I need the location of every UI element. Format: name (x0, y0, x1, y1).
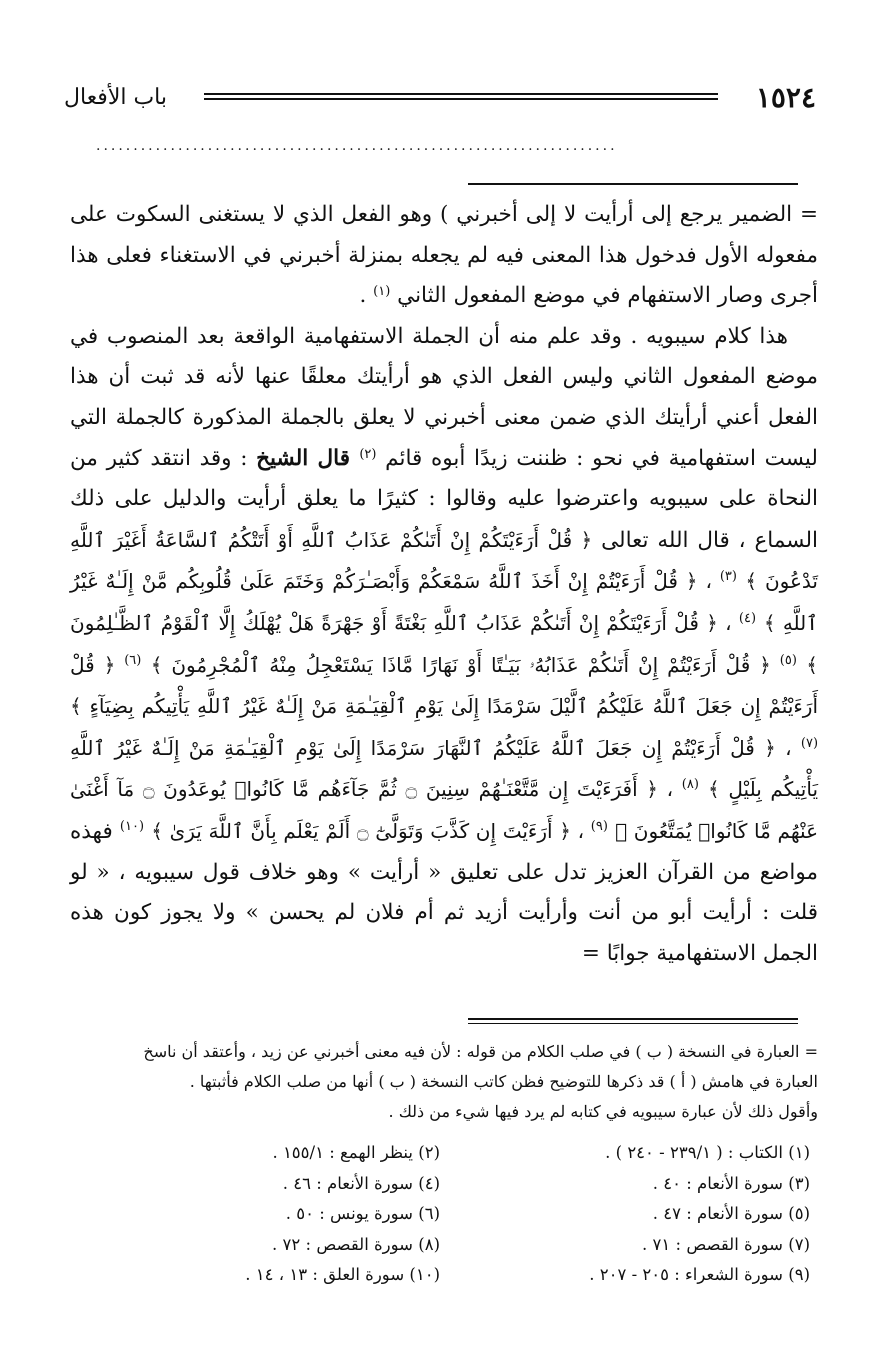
footnote-item: (٢) ينظر الهمع : ١٥٥/١ . (272, 1143, 440, 1162)
footnote-ref: (٨) (681, 777, 699, 793)
footnote-ref: (٤) (738, 610, 757, 626)
quran-verse: ، ﴿ قُلْ أَرَءَيْتَكُمْ إِنْ أَتَىٰكُمْ عَذَابُ ٱللَّهِ بَغْتَةً أَوْ جَهْرَةً هَلْ يُهْلَكُ إِلَّا ٱلْقَوْمُ ٱلظَّـٰلِمُونَ ﴾ (70, 610, 818, 677)
footnote-ref: (٧) (800, 735, 819, 751)
footnote-row (120, 1138, 810, 1169)
footnote-rule (468, 1018, 798, 1020)
quran-verse: ، ﴿ أَرَءَيْتَ إِن كَذَّبَ وَتَوَلَّىٰٓ ۝ أَلَمْ يَعْلَم بِأَنَّ ٱللَّهَ يَرَىٰ ﴾ (151, 818, 591, 843)
footnote-item: (١٠) سورة العلق : ١٣ ، ١٤ . (245, 1265, 440, 1285)
footnote-row (120, 1230, 810, 1261)
footnote-ref: (١٠) (119, 818, 145, 834)
footnote-item: (٥) سورة الأنعام : ٤٧ . (652, 1204, 810, 1224)
footnote-item: (٩) سورة الشعراء : ٢٠٥ - ٢٠٧ . (589, 1265, 810, 1285)
quran-verse: ﴿ قُلْ أَرَءَيْتُمْ إِنْ أَتَىٰكُمْ عَذَابُهُۥ بَيَـٰتًا أَوْ نَهَارًا مَّاذَا يَسْتَعْجِلُ مِنْهُ ٱلْمُجْرِمُونَ ﴾ (150, 652, 780, 677)
paragraph-text: فهذه مواضع من القرآن العزيز تدل على تعليق « أرأيت » وهو خلاف قول سيبويه ، « لو قلت : أرأيت أبو من أنت وأرأيت أزيد ثم أم فلان لم يحسن » ولا يجوز كون هذه الجمل الاستفهامية جوابًا = (70, 818, 818, 966)
footnote-note (70, 1037, 818, 1127)
page-number: ١٥٢٤ (755, 81, 816, 114)
page-header (64, 78, 816, 122)
footnote-item: (٣) سورة الأنعام : ٤٠ . (652, 1173, 810, 1193)
footnote-item: (٧) سورة القصص : ٧١ . (642, 1234, 810, 1254)
footnote-references (120, 1138, 810, 1291)
header-rule (204, 93, 718, 95)
paragraph-1 (70, 195, 818, 317)
footnote-item: (١) الكتاب : ( ٢٣٩/١ - ٢٤٠ ) . (605, 1143, 810, 1162)
main-text (70, 195, 818, 974)
footnote-item: (٨) سورة القصص : ٧٢ . (272, 1234, 440, 1254)
footnote-line: العبارة في هامش ( أ ) قد ذكرها للتوضيح فظن كاتب النسخة ( ب ) أنها من صلب الكلام فأثبتها . (189, 1072, 818, 1091)
paragraph-text: : وقد انتقد كثير من النحاة على سيبويه واعترضوا عليه وقالوا : كثيرًا ما يعلق أرأيت والدليل على ذلك السماع ، قال الله تعالى (70, 445, 818, 553)
paragraph-2 (70, 317, 818, 975)
quran-verse: ﴿ قُلْ أَرَءَيْتُمْ إِن جَعَلَ ٱللَّهُ عَلَيْكُمُ ٱلَّيْلَ سَرْمَدًا إِلَىٰ يَوْمِ ٱلْقِيَـٰمَةِ مَنْ إِلَـٰهٌ غَيْرُ ٱللَّهِ يَأْتِيكُم بِضِيَآءٍ ﴾ (70, 652, 818, 719)
footnote-row (120, 1199, 810, 1230)
footnote-ref: (٥) (779, 652, 797, 668)
footnote-item: (٤) سورة الأنعام : ٤٦ . (282, 1173, 440, 1193)
paragraph-text: هذا كلام سيبويه . وقد علم منه أن الجملة الاستفهامية الواقعة بعد المنصوب في موضع المفعول الثاني وليس الفعل الذي هو أرأيتك معلقًا عنها لأنه قد ثبت أن هذا الفعل أعني أرأيتك الذي ضمن معنى أخبرني لا يعلق بالجملة المذكورة كالجملة التي ليست استفهامية في نحو : ظننت زيدًا أبوه قائم (70, 323, 818, 471)
paragraph-text: . (359, 283, 374, 309)
footnote-ref: (٦) (124, 652, 142, 668)
quran-verse: ، ﴿ قُلْ أَرَءَيْتُمْ إِن جَعَلَ ٱللَّهُ عَلَيْكُمُ ٱلنَّهَارَ سَرْمَدًا إِلَىٰ يَوْمِ ٱلْقِيَـٰمَةِ مَنْ إِلَـٰهٌ غَيْرُ ٱللَّهِ يَأْتِيكُم بِلَيْلٍ ﴾ (70, 735, 819, 802)
footnote-ref: (١) (373, 284, 391, 300)
top-rule (468, 183, 798, 185)
chapter-title: باب الأفعال (64, 85, 168, 110)
footnote-ref: (٢) (359, 446, 377, 462)
sheikh-label: قال الشيخ (256, 445, 360, 471)
dotted-separator: ...................................................................... (96, 138, 618, 154)
quran-verse: ﴿ قُلْ أَرَءَيْتَكُمْ إِنْ أَتَىٰكُمْ عَذَابُ ٱللَّهِ أَوْ أَتَتْكُمُ ٱلسَّاعَةُ أَغَيْرَ ٱللَّهِ تَدْعُونَ ﴾ (70, 527, 818, 594)
footnote-row (120, 1260, 810, 1291)
quran-verse: ، ﴿ قُلْ أَرَءَيْتُمْ إِنْ أَخَذَ ٱللَّهُ سَمْعَكُمْ وَأَبْصَـٰرَكُمْ وَخَتَمَ عَلَىٰ قُلُوبِكُم مَّنْ إِلَـٰهٌ غَيْرُ ٱللَّهِ ﴾ (70, 569, 818, 635)
paragraph-text: = الضمير يرجع إلى أرأيت لا إلى أخبرني ) وهو الفعل الذي لا يستغنى السكوت على مفعوله الأول فدخول هذا المعنى فيه لم يجعله بمنزلة أخبرني في الاستغناء فعلى هذا أجرى وصار الاستفهام في موضع المفعول الثاني (70, 202, 818, 309)
footnote-line: وأقول ذلك لأن عبارة سيبويه في كتابه لم يرد فيها شيء من ذلك . (388, 1102, 818, 1121)
quran-verse: ، ﴿ أَفَرَءَيْتَ إِن مَّتَّعْنَـٰهُمْ سِنِينَ ۝ ثُمَّ جَآءَهُم مَّا كَانُوا۟ يُوعَدُونَ ۝ مَآ أَغْنَىٰ عَنْهُم مَّا كَانُوا۟ يُمَتَّعُونَ ﴾ (70, 777, 819, 843)
header-rule (204, 98, 718, 100)
footnote-ref: (٩) (590, 818, 608, 834)
footnote-rule (468, 1023, 798, 1024)
footnote-item: (٦) سورة يونس : ٥٠ . (285, 1204, 440, 1224)
footnote-line: = العبارة في النسخة ( ب ) في صلب الكلام من قوله : لأن فيه معنى أخبرني عن زيد ، وأعتقد أن ناسخ (143, 1042, 818, 1061)
footnote-row (120, 1169, 810, 1200)
footnote-ref: (٣) (719, 569, 737, 585)
